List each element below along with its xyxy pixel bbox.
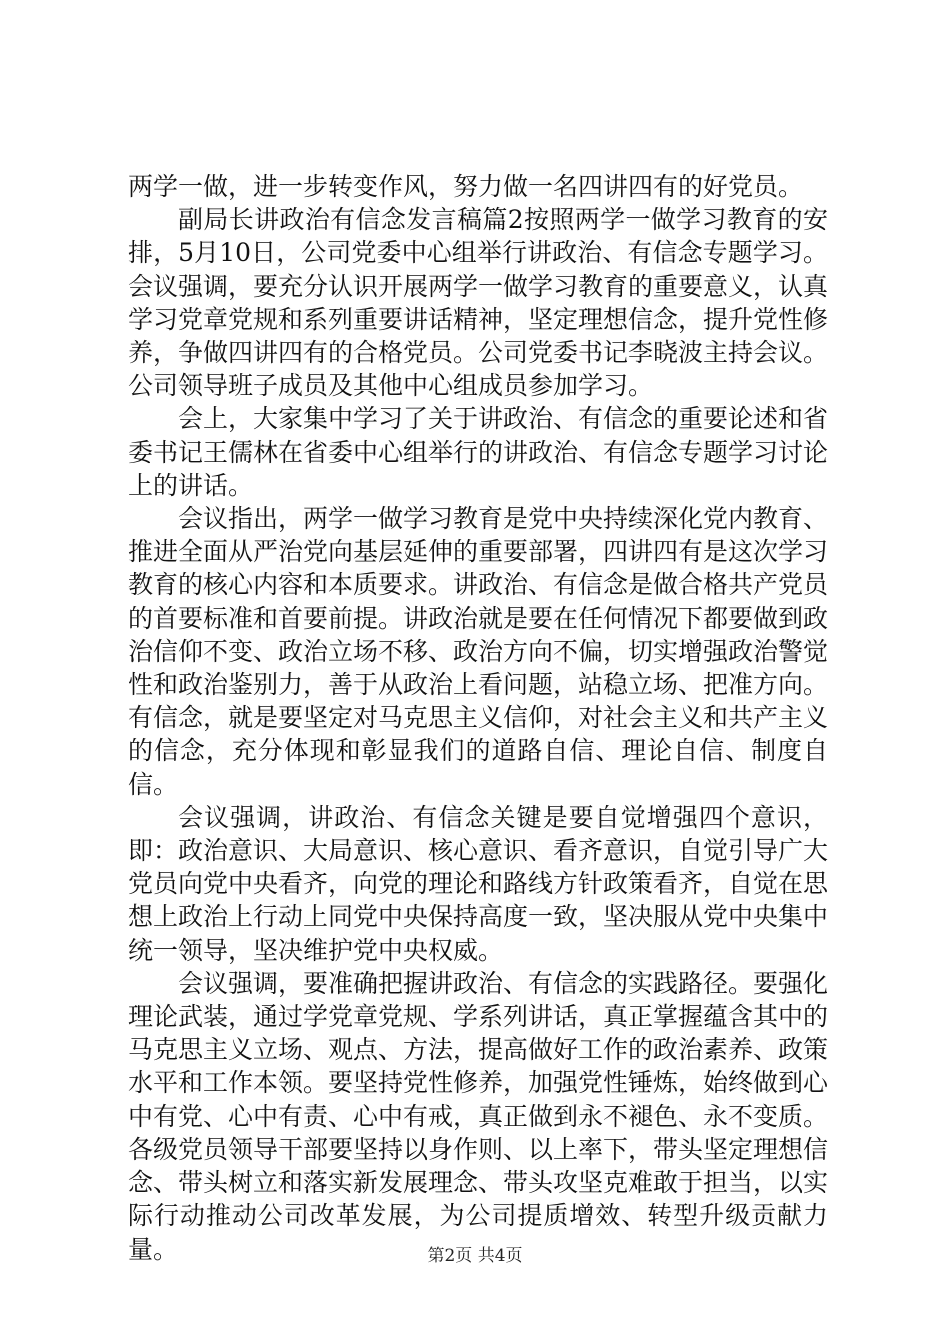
paragraph-continuation: 两学一做，进一步转变作风，努力做一名四讲四有的好党员。 (128, 172, 804, 201)
paragraph-3: 会上，大家集中学习了关于讲政治、有信念的重要论述和省委书记王儒林在省委中心组举行的讲政治、有信念专题学习讨论上的讲话。 (128, 404, 829, 500)
paragraph-2: 副局长讲政治有信念发言稿篇2按照两学一做学习教育的安排，5月10日，公司党委中心组举行讲政治、有信念专题学习。会议强调，要充分认识开展两学一做学习教育的重要意义，认真学习党章党规和系列重要讲话精神，坚定理想信念，提升党性修养，争做四讲四有的合格党员。公司党委书记李晓波主持会议。公司领导班子成员及其他中心组成员参加学习。 (128, 205, 829, 401)
paragraph-6: 会议强调，要准确把握讲政治、有信念的实践路径。要强化理论武装，通过学党章党规、学系列讲话，真正掌握蕴含其中的马克思主义立场、观点、方法，提高做好工作的政治素养、政策水平和工作本领。要坚持党性修养，加强党性锤炼，始终做到心中有党、心中有责、心中有戒，真正做到永不褪色、永不变质。各级党员领导干部要坚持以身作则、以上率下，带头坚定理想信念、带头树立和落实新发展理念、带头攻坚克难敢于担当，以实际行动推动公司改革发展，为公司提质增效、转型升级贡献力量。 (128, 968, 829, 1264)
page-footer: 第2页 共4页 (427, 1246, 523, 1266)
document-body (128, 170, 828, 1266)
paragraph-4: 会议指出，两学一做学习教育是党中央持续深化党内教育、推进全面从严治党向基层延伸的重要部署，四讲四有是这次学习教育的核心内容和本质要求。讲政治、有信念是做合格共产党员的首要标准和首要前提。讲政治就是要在任何情况下都要做到政治信仰不变、政治立场不移、政治方向不偏，切实增强政治警觉性和政治鉴别力，善于从政治上看问题，站稳立场、把准方向。有信念，就是要坚定对马克思主义信仰，对社会主义和共产主义的信念，充分体现和彰显我们的道路自信、理论自信、制度自信。 (128, 504, 829, 799)
paragraph-5: 会议强调，讲政治、有信念关键是要自觉增强四个意识，即：政治意识、大局意识、核心意识、看齐意识，自觉引导广大党员向党中央看齐，向党的理论和路线方针政策看齐，自觉在思想上政治上行动上同党中央保持高度一致，坚决服从党中央集中统一领导，坚决维护党中央权威。 (128, 802, 829, 965)
